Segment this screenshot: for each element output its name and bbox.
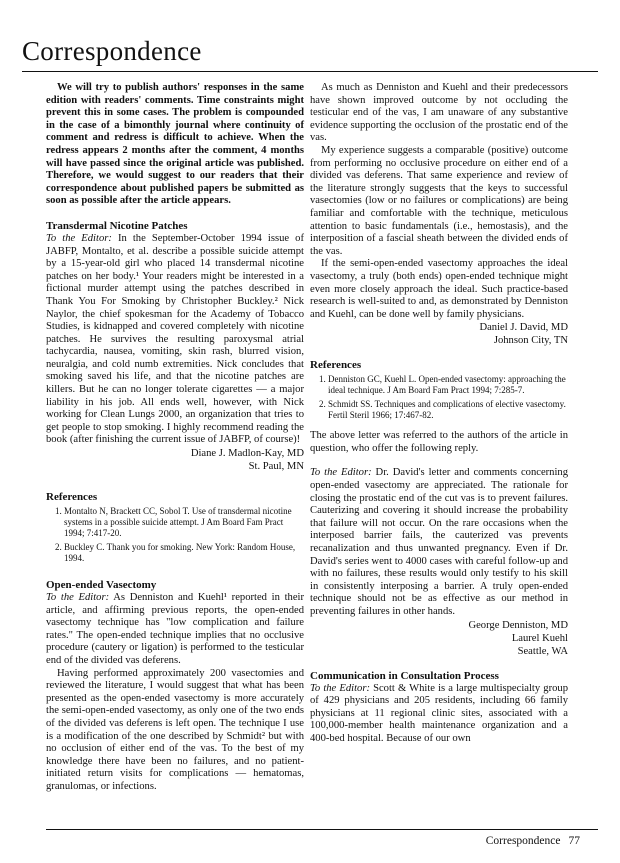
signature-david	[310, 321, 568, 347]
letter-text: In the September-October 1994 issue of JABFP, Montalto, et al. describe a possible suicide attempt by a 15-year-old girl who placed 14 transdermal nicotine patches on her body.¹ Your readers might be interested in a fictional murder attempt using the patches described in Thank You For Smoking by Christopher Buckley.² Nick Naylor, the chief spokesman for the Academy of Tobacco Studies, is kidnapped and covered completely with nicotine patches. He survives the resulting paroxysmal atrial tachycardia, nausea, vomiting, skin rash, blurred vision, neuralgia, and cold numb extremities. Nick concludes that smoking saved his life, and that the nicotine patches are killers. But he can no longer tolerate cigarettes — a major liability in his job. All ends well, however, with Nick working for Clean Lungs 2000, an organization that tries to get people to stop smoking. I highly recommend reading the book (after finishing the current issue of JABFP, of course)!	[46, 232, 304, 446]
letter-paragraph: My experience suggests a comparable (positive) outcome from performing no occlusive procedure on either end of a divided vas deferens. That same experience and review of the literature strongly suggests that the keys to successful vasectomies (low or no failures or complications) are being familiar and comfortable with the technique, meticulous attention to basic fundamentals (i.e., hemostasis), and the interposition of a fascial sheath between the divided ends of the vas.	[310, 144, 568, 257]
author-name: Daniel J. David, MD	[479, 322, 568, 334]
right-column	[310, 82, 568, 746]
letter-heading-consultation: Communication in Consultation Process	[310, 669, 499, 682]
references-heading: References	[310, 359, 362, 372]
references-heading: References	[46, 491, 98, 504]
reference-item: 2. Buckley C. Thank you for smoking. New York: Random House, 1994.	[64, 542, 304, 564]
salutation: To the Editor:	[310, 682, 370, 694]
page-footer	[478, 835, 580, 847]
letter-heading-vasectomy: Open-ended Vasectomy	[46, 579, 157, 592]
author-location: Johnson City, TN	[493, 335, 568, 347]
letter-body-consultation	[310, 683, 568, 746]
letter-text: Scott & White is a large multispecialty group of 429 physicians and 205 residents, including 66 family physicians at 11 regional clinic sites, associated with a 100,000-member health maintenance organization and a 400-bed hospital. Because of our own	[310, 682, 568, 744]
reference-list	[310, 374, 568, 421]
letter-heading-nicotine: Transdermal Nicotine Patches	[46, 219, 188, 232]
reply-body	[310, 467, 568, 618]
reference-item: 1. Montalto N, Brackett CC, Sobol T. Use of transdermal nicotine systems in a possible suicide attempt. J Am Board Fam Pract 1994; 7:417-20.	[64, 506, 304, 539]
author-name: George Denniston, MD	[468, 619, 568, 631]
salutation: To the Editor:	[46, 592, 110, 604]
author-location: St. Paul, MN	[248, 461, 304, 473]
letter-text: As Denniston and Kuehl¹ reported in their article, and affirming previous reports, the open-ended vasectomy technique has "low complication and failure rates." The open-ended technique implies that no occlusive procedure (cautery or ligation) is performed to the testicular end of the divided vas deferens.	[46, 592, 304, 666]
letter-body-nicotine	[46, 233, 304, 447]
letter-paragraph: Having performed approximately 200 vasectomies and reviewed the literature, I would suggest that what has been presented as the open-ended vasectomy is more accurately the semi-open-ended vasectomy, as only one of the two ends of the divided vas deferens is left open. The technique I use is a modification of the one described by Schmidt² but with no occlusion of either end of the vas. To the best of my knowledge there have been no failures, and no patient-initiated return visits for complications — hematomas, granulomas, or infections.	[46, 667, 304, 792]
salutation: To the Editor:	[310, 467, 372, 479]
signature-denniston-kuehl	[310, 619, 568, 658]
reference-list	[46, 506, 304, 564]
page-number: 77	[568, 835, 580, 847]
letter-paragraph: If the semi-open-ended vasectomy approaches the ideal vasectomy, a truly (both ends) open-ended technique might even more closely approach the ideal. Such practice-based research is well-suited to and, as demonstrated by Denniston and Kuehl, can be done well by family physicians.	[310, 258, 568, 320]
page-title: Correspondence	[22, 36, 202, 66]
author-name: Diane J. Madlon-Kay, MD	[190, 448, 304, 460]
left-column	[46, 82, 304, 794]
reference-item: 2. Schmidt SS. Techniques and complications of elective vasectomy. Fertil Steril 1966; 17:467-82.	[328, 399, 568, 421]
salutation: To the Editor:	[46, 232, 112, 244]
author-location: Seattle, WA	[517, 645, 568, 657]
letter-text: Dr. David's letter and comments concerning open-ended vasectomy are appreciated. The rationale for closing the prostatic end of the cut vas is to prevent failures. Cauterizing and covering it should increase the probability that failure will not occur. On the rare occasions when the interposed barrier fails, the cauterized vas prevents recanalization and thus unwanted pregnancy. Even if Dr. David's series went to 4000 cases with careful follow-up and with no failures, these results would only testify to his skill in consistently interposing a barrier. A truly open-ended technique should not be as effective as our method in preventing failures in other hands.	[310, 467, 569, 617]
letter-paragraph: As much as Denniston and Kuehl and their predecessors have shown improved outcome by not occluding the testicular end of the vas, I am unaware of any substantive evidence supporting the occlusion of the prostatic end of the vas.	[310, 82, 568, 144]
letter-paragraph	[46, 592, 304, 668]
author-name: Laurel Kuehl	[511, 632, 568, 644]
title-rule	[22, 71, 598, 72]
reply-note: The above letter was referred to the authors of the article in question, who offer the following reply.	[310, 430, 568, 454]
editor-note: We will try to publish authors' responses in the same edition with readers' comments. Time constraints might prevent this in some cases. The problem is compounded in the case of a bimonthly journal where continuity of comment and redress is difficult to achieve. When the redress appears 2 months after the comment, 4 months will have passed since the original article was published. Therefore, we would suggest to our readers that their correspondence about published papers be submitted as soon as possible after the article appears.	[46, 82, 304, 207]
reference-item: 1. Denniston GC, Kuehl L. Open-ended vasectomy: approaching the ideal technique. J Am Board Fam Pract 1994; 7:285-7.	[328, 374, 568, 396]
footer-rule	[46, 829, 598, 830]
footer-section: Correspondence	[485, 835, 561, 847]
signature-madlon-kay	[46, 447, 304, 473]
